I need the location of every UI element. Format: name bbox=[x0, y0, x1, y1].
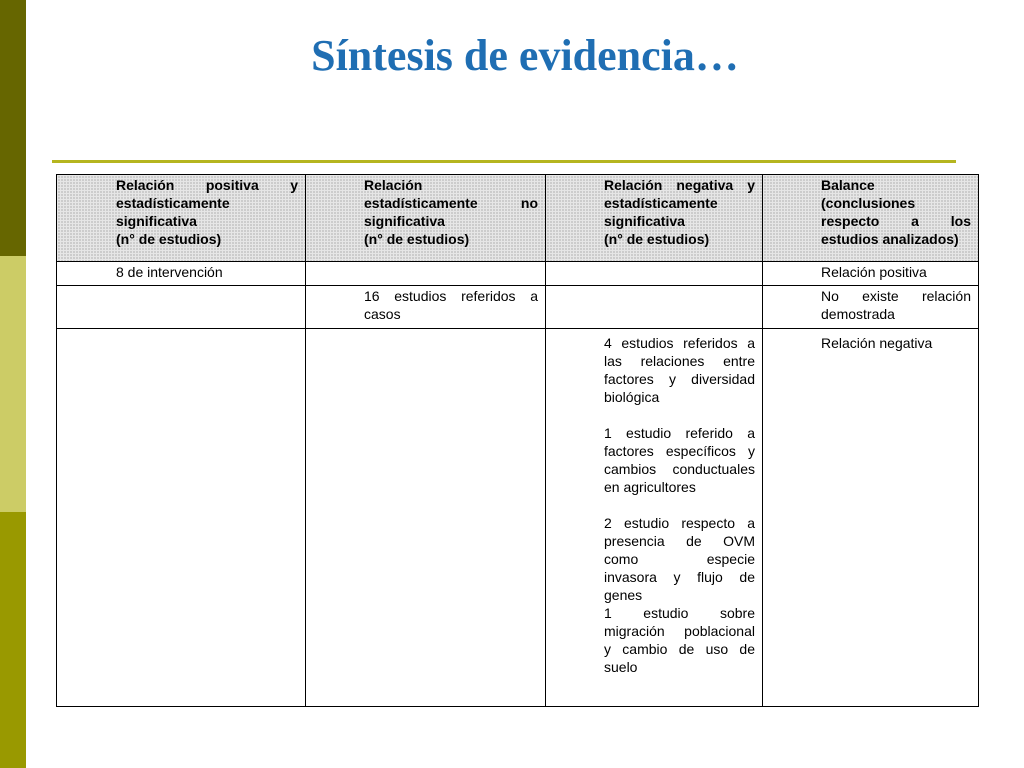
header-not-significant-relation: Relación estadísticamente no significativa (n° de estudios) bbox=[306, 175, 546, 262]
cell-positive bbox=[57, 286, 306, 329]
table-header-row bbox=[57, 175, 979, 262]
cell-balance: No existe relación demostrada bbox=[763, 286, 979, 329]
header-balance: Balance (conclusiones respecto a los estudios analizados) bbox=[763, 175, 979, 262]
evidence-table bbox=[56, 174, 979, 707]
header-positive-relation: Relación positiva y estadísticamente significativa (n° de estudios) bbox=[57, 175, 306, 262]
study-paragraph: 4 estudios referidos a las relaciones entre factores y diversidad biológica bbox=[604, 335, 755, 405]
study-paragraph: 1 estudio sobre migración poblacional y cambio de uso de suelo bbox=[604, 605, 755, 675]
cell-positive bbox=[57, 329, 306, 707]
table-row bbox=[57, 262, 979, 286]
cell-negative bbox=[546, 286, 763, 329]
decorative-band-top bbox=[0, 0, 26, 256]
cell-negative bbox=[546, 329, 763, 707]
cell-not-significant bbox=[306, 329, 546, 707]
slide-title: Síntesis de evidencia… bbox=[311, 31, 739, 80]
decorative-band-middle bbox=[0, 256, 26, 512]
cell-not-significant: 16 estudios referidos a casos bbox=[306, 286, 546, 329]
study-paragraph: 2 estudio respecto a presencia de OVM como especie invasora y flujo de genes bbox=[604, 515, 755, 603]
header-negative-relation: Relación negativa y estadísticamente significativa (n° de estudios) bbox=[546, 175, 763, 262]
cell-balance: Relación negativa bbox=[763, 329, 979, 707]
cell-balance: Relación positiva bbox=[763, 262, 979, 286]
title-divider bbox=[52, 160, 956, 163]
cell-not-significant bbox=[306, 262, 546, 286]
study-paragraph: 1 estudio referido a factores específicos y cambios conductuales en agricultores bbox=[604, 425, 755, 495]
cell-negative bbox=[546, 262, 763, 286]
table-row bbox=[57, 286, 979, 329]
table-row bbox=[57, 329, 979, 707]
cell-positive: 8 de intervención bbox=[57, 262, 306, 286]
decorative-band-bottom bbox=[0, 512, 26, 768]
